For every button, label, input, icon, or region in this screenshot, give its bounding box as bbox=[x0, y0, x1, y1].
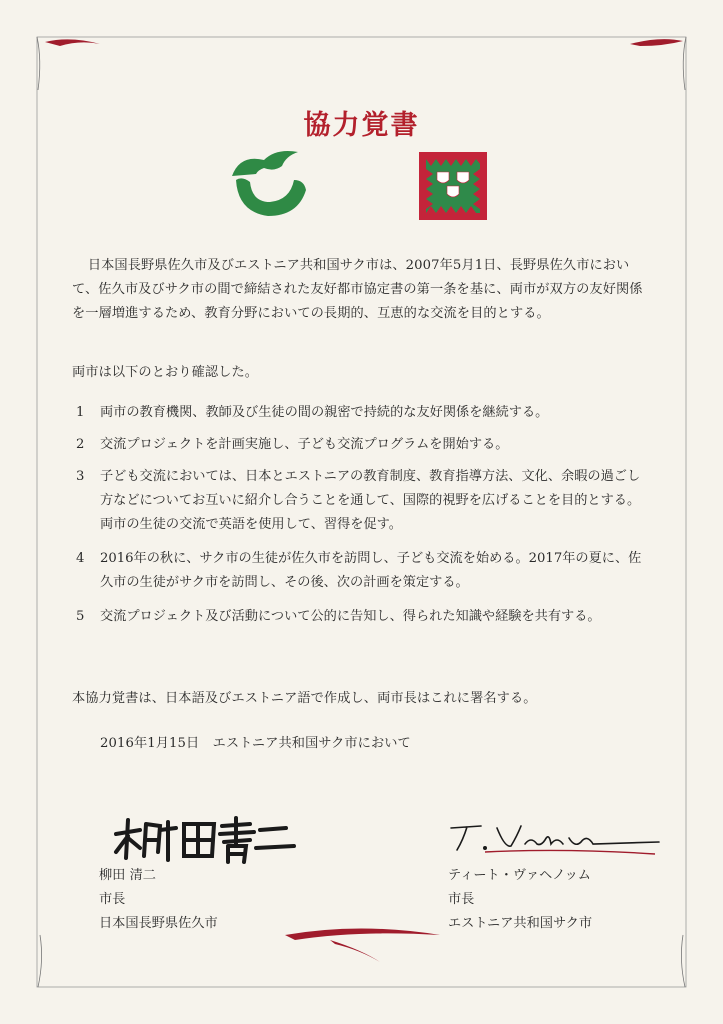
signatory-city: エストニア共和国サク市 bbox=[448, 916, 593, 931]
signatory-name: ティート・ヴァヘノッム bbox=[448, 868, 591, 883]
preamble-paragraph: 日本国長野県佐久市及びエストニア共和国サク市は、2007年5月1日、長野県佐久市において、佐久市及びサク市の間で締結された友好都市協定書の第一条を基に、両市が双方の友好関係を一層増進するため、教育分野においての長期的、互恵的な交流を目的とする。 bbox=[72, 258, 643, 321]
list-item bbox=[72, 465, 652, 537]
article-list bbox=[72, 401, 652, 629]
document-title: 協力覚書 bbox=[303, 110, 420, 141]
item-number: 5 bbox=[76, 609, 85, 624]
item-text: 両市の教育機関、教師及び生徒の間の親密で持続的な友好関係を継続する。 bbox=[100, 405, 549, 420]
item-text: 2016年の秋に、サク市の生徒が佐久市を訪問し、子ども交流を始める。2017年の夏に、佐久市の生徒がサク市を訪問し、その後、次の計画を策定する。 bbox=[100, 551, 642, 590]
item-number: 3 bbox=[76, 469, 85, 484]
ornament-bottom-center bbox=[285, 929, 440, 941]
signatory-left bbox=[99, 864, 218, 936]
dateline: 2016年1月15日 エストニア共和国サク市において bbox=[100, 736, 411, 751]
confirm-line: 両市は以下のとおり確認した。 bbox=[72, 365, 259, 380]
item-text: 交流プロジェクトを計画実施し、子ども交流プログラムを開始する。 bbox=[100, 437, 509, 452]
list-item bbox=[72, 547, 652, 595]
list-item bbox=[72, 605, 652, 629]
closing-paragraph: 本協力覚書は、日本語及びエストニア語で作成し、両市長はこれに署名する。 bbox=[72, 691, 537, 706]
item-number: 2 bbox=[76, 437, 85, 452]
signatory-city: 日本国長野県佐久市 bbox=[99, 916, 218, 931]
list-item bbox=[72, 401, 652, 425]
signatory-title: 市長 bbox=[99, 892, 126, 907]
item-text: 交流プロジェクト及び活動について公的に告知し、得られた知識や経験を共有する。 bbox=[100, 609, 601, 624]
saku-japan-emblem bbox=[228, 150, 312, 220]
signatory-title: 市長 bbox=[448, 892, 475, 907]
signature-right bbox=[445, 818, 665, 858]
item-number: 1 bbox=[76, 405, 85, 420]
item-text: 子ども交流においては、日本とエストニアの教育制度、教育指導方法、文化、余暇の過ごし方などについてお互いに紹介し合うことを通して、国際的視野を広げることを目的とする。両市の生徒の交流で英語を使用して、習得を促す。 bbox=[100, 469, 641, 532]
list-item bbox=[72, 433, 652, 457]
item-number: 4 bbox=[76, 551, 85, 566]
ornament-top-right bbox=[630, 39, 683, 46]
ornament-top-left bbox=[45, 39, 100, 46]
saku-estonia-emblem bbox=[419, 152, 487, 220]
signatory-name: 柳田 清二 bbox=[99, 868, 156, 883]
signatory-right bbox=[448, 864, 592, 936]
signature-left bbox=[110, 812, 300, 866]
